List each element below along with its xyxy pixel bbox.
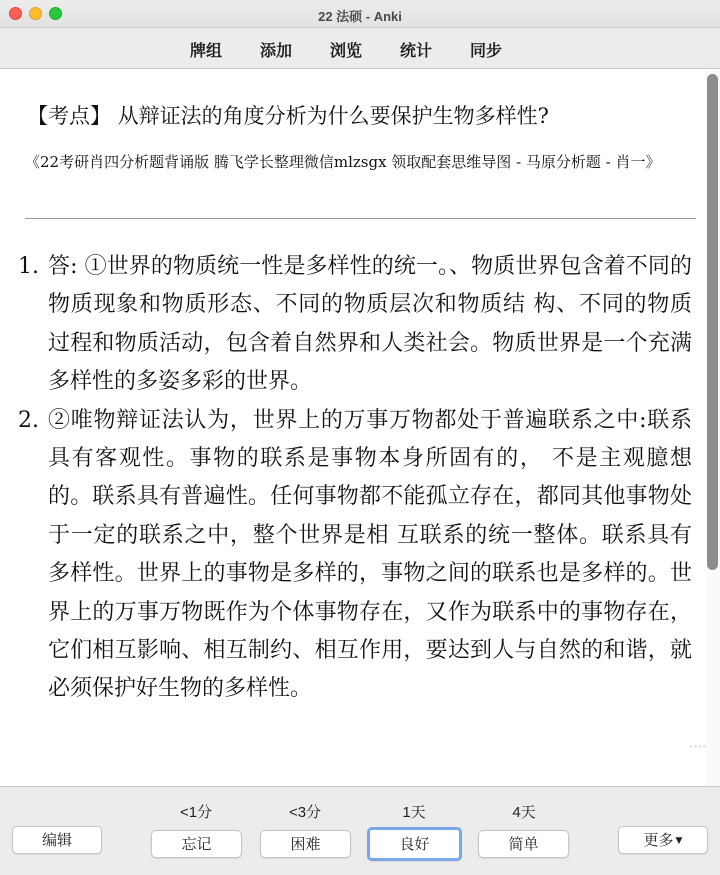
again-button[interactable] xyxy=(151,830,242,858)
interval-again: <1分 xyxy=(179,804,213,821)
question-title: 【考点】 从辩证法的角度分析为什么要保护生物多样性? xyxy=(27,104,549,128)
edit-button[interactable] xyxy=(12,826,102,854)
easy-button-label: 简单 xyxy=(508,835,539,853)
answer-item xyxy=(0,402,700,709)
answer-item-text: ②唯物辩证法认为，世界上的万事万物都处于普遍联系之中:联系具有客观性。事物的联系是事物本身所固有的， 不是主观臆想的。联系具有普遍性。任何事物都不能孤立存在，都同其他事物处于一定的联系之中，整个世界是相 互联系的统一整体。联系具有多样性。世界上的事物是多样的，事物之间的联系也是多样的。世界上的万事万物既作为个体事物存在，又作为联系中的事物存在，它们相互影响、相互制约、相互作用，要达到人与自然的和谐，就必须保护好生物的多样性。 xyxy=(48,407,692,702)
interval-easy: 4天 xyxy=(512,804,536,821)
interval-good: 1天 xyxy=(402,804,426,821)
hard-button-label: 困难 xyxy=(290,835,321,853)
answer-item xyxy=(0,248,700,402)
good-button-label: 良好 xyxy=(399,835,430,853)
easy-button[interactable] xyxy=(478,830,569,858)
question-source: 《22考研肖四分析题背诵版 腾飞学长整理微信mlzsgx 领取配套思维导图 - 马原分析题 - 肖一》 xyxy=(25,153,661,171)
title-bar xyxy=(0,0,720,28)
edit-button-label: 编辑 xyxy=(41,831,72,849)
dropdown-caret-icon: ▼ xyxy=(675,836,683,846)
answer-list xyxy=(0,248,700,709)
toolbar-browse[interactable]: 浏览 xyxy=(330,41,363,60)
more-button-label: 更多 xyxy=(643,831,674,849)
toolbar-sync[interactable]: 同步 xyxy=(470,41,503,60)
answer-bar xyxy=(0,786,720,875)
toolbar-stats[interactable]: 统计 xyxy=(400,41,433,60)
toolbar-decks[interactable]: 牌组 xyxy=(190,41,223,60)
answer-item-text: 答: ①世界的物质统一性是多样性的统一。、物质世界包含着不同的物质现象和物质形态、不同的物质层次和物质结 构、不同的物质过程和物质活动，包含着自然界和人类社会。物质世界是一个充满多样性的多姿多彩的世界。 xyxy=(48,254,692,395)
again-button-label: 忘记 xyxy=(181,835,212,853)
window-title: 22 法硕 - Anki xyxy=(318,9,402,24)
card-content xyxy=(0,70,706,786)
main-toolbar xyxy=(0,28,720,69)
answer-item-number: 1. xyxy=(18,254,39,279)
resize-grip-icon: • • • • xyxy=(690,744,706,751)
answer-item-number: 2. xyxy=(18,407,39,433)
interval-hard: <3分 xyxy=(288,804,322,821)
answer-divider xyxy=(25,218,696,219)
hard-button[interactable] xyxy=(260,830,351,858)
good-button[interactable] xyxy=(367,827,462,861)
more-button[interactable] xyxy=(618,826,708,854)
toolbar-add[interactable]: 添加 xyxy=(260,41,293,60)
scrollbar-thumb[interactable] xyxy=(707,74,718,570)
